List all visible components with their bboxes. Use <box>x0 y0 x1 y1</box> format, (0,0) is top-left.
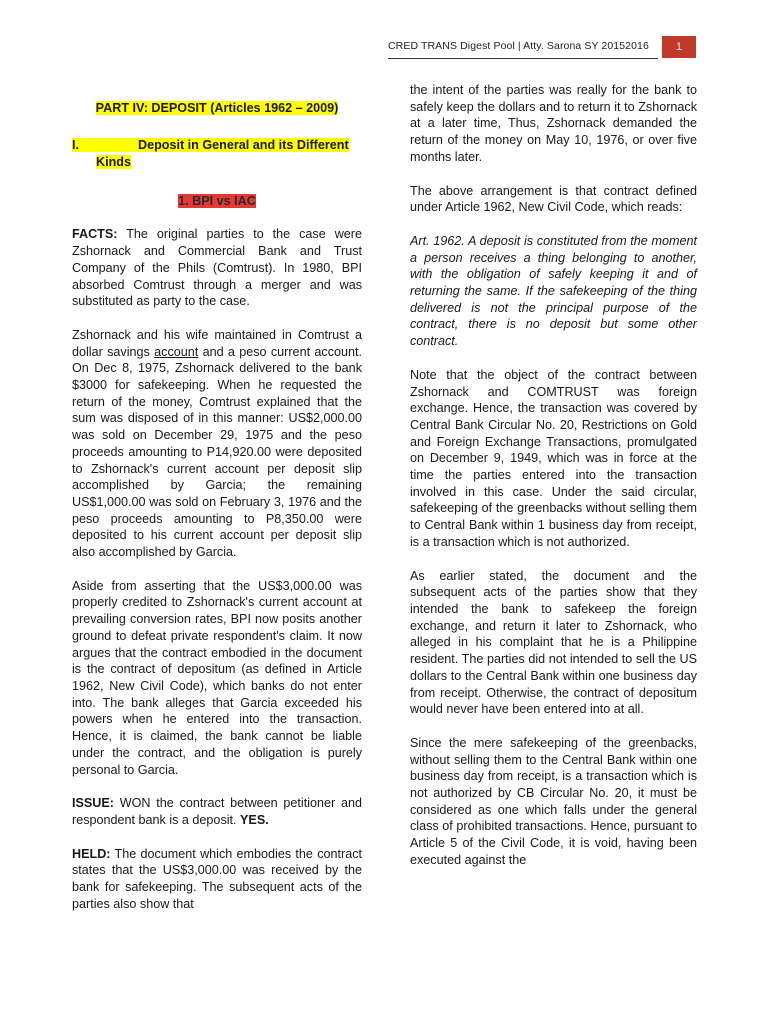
earlier-stated-paragraph: As earlier stated, the document and the subsequent acts of the parties show that they intended the bank to safekeep the foreign exchange, and return it later to Zshornack, who alleged in his complaint that he is a Philippine resident. The parties did not intended to sell the US dollars to the Central Bank within one business day from receipt. Otherwise, the contract of depositum would never have been entered into at all. <box>410 568 697 717</box>
safekeeping-void-paragraph: Since the mere safekeeping of the greenbacks, without selling them to the Central Bank within one business day from receipt, is a transaction which is not authorized by CB Circular No. 20, it must be considered as one which falls under the general class of prohibited transactions. Hence, pursuant to Article 5 of the Civil Code, it is void, having been executed against the <box>410 735 697 867</box>
held-label: HELD: <box>72 846 111 861</box>
page-number-badge: 1 <box>662 36 696 58</box>
bpi-argument-paragraph: Aside from asserting that the US$3,000.00 was properly credited to Zshornack's current account at prevailing conversion rates, BPI now posits another ground to defeat private respondent's claim. It now argues that the contract embodied in the document is the contract of depositum (as defined in Article 1962, New Civil Code), which banks do not enter into. The bank alleges that Garcia exceeded his powers when he entered into the transaction. Hence, it is claimed, the bank cannot be liable under the contract, and the obligation is purely personal to Garcia. <box>72 578 362 777</box>
left-column <box>72 100 362 912</box>
page-header <box>388 36 696 58</box>
arrangement-paragraph: The above arrangement is that contract defined under Article 1962, New Civil Code, which reads: <box>410 183 697 215</box>
section-title-line2: Kinds <box>96 154 131 169</box>
article-1962-quote: Art. 1962. A deposit is constituted from the moment a person receives a thing belonging to another, with the obligation of safely keeping it and of returning the same. If the safekeeping of the thing delivered is not the principal purpose of the contract, there is no deposit but some other contract. <box>410 233 697 349</box>
issue-paragraph: ISSUE: WON the contract between petitioner and respondent bank is a deposit. YES. <box>72 796 362 827</box>
facts-paragraph-2: Zshornack and his wife maintained in Comtrust a dollar savings account and a peso current account. On Dec 8, 1975, Zshornack delivered to the bank $3000 for safekeeping. When he requested the return of the money, Comtrust explained that the sum was disposed of in this manner: US$2,000.00 was sold on December 29, 1975 and the peso proceeds amounting to P14,920.00 were deposited to Zshornack's current account per deposit slip accomplished by Garcia; the remaining US$1,000.00 was sold on February 3, 1976 and the peso proceeds amounting to P8,350.00 were deposited to his current account per deposit slip also accomplished by Garcia. <box>72 327 362 560</box>
held-continuation-paragraph: the intent of the parties was really for the bank to safely keep the dollars and to return it to Zshornack at a later time, Thus, Zshornack demanded the return of the money on May 10, 1976, or over five months later. <box>410 83 697 164</box>
section-title-line1: Deposit in General and its Different <box>138 137 349 152</box>
foreign-exchange-paragraph: Note that the object of the contract between Zshornack and COMTRUST was foreign exchange. Hence, the transaction was covered by Central Bank Circular No. 20, Restrictions on Gold and Foreign Exchange Transactions, promulgated on December 9, 1949, which was in force at the time the parties entered into the transaction involved in this case. Under the said circular, safekeeping of the greenbacks without selling them to Central Bank within 1 business day from receipt, is a transaction which is not authorized. <box>410 367 697 549</box>
header-title: CRED TRANS Digest Pool | Atty. Sarona SY 20152016 <box>388 40 649 52</box>
facts-label: FACTS: <box>72 227 118 242</box>
held-paragraph: HELD: The document which embodies the contract states that the US$3,000.00 was received by the bank for safekeeping. The subsequent acts of the parties also show that <box>72 846 362 911</box>
facts-paragraph: FACTS: The original parties to the case were Zshornack and Commercial Bank and Trust Company of the Phils (Comtrust). In 1980, BPI absorbed Comtrust through a merger and was substituted as party to the case. <box>72 227 362 309</box>
case-title: 1. BPI vs IAC <box>178 193 256 208</box>
issue-label: ISSUE: <box>72 796 114 811</box>
section-number: I. <box>72 137 79 152</box>
section-heading <box>72 137 362 171</box>
header-divider <box>388 58 658 59</box>
account-link[interactable]: account <box>154 344 199 359</box>
issue-answer: YES. <box>240 812 269 827</box>
part-title: PART IV: DEPOSIT (Articles 1962 – 2009) <box>95 101 339 115</box>
right-column <box>410 82 697 869</box>
